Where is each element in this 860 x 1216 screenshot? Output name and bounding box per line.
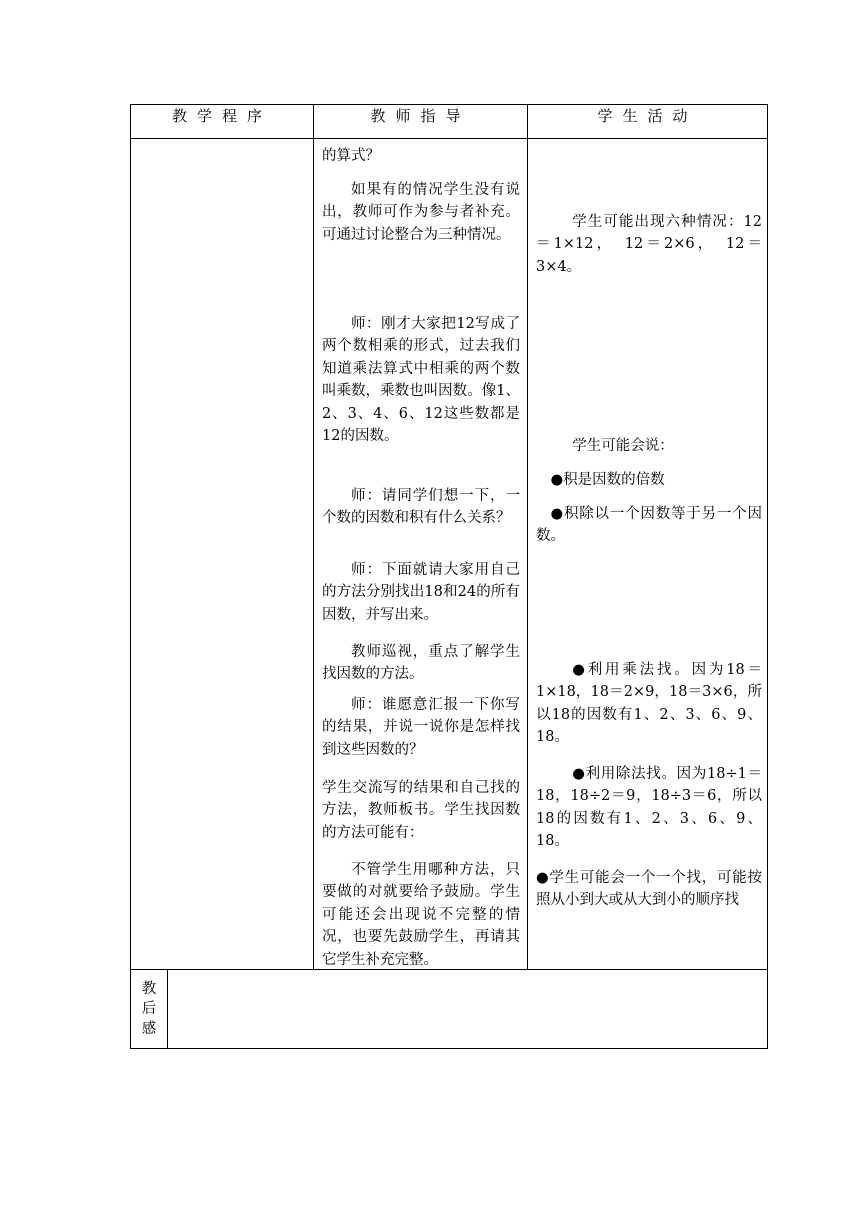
reflection-row (131, 970, 768, 1049)
header-row (131, 105, 768, 139)
teacher-paragraph-9: 不管学生用哪种方法，只要做的对就要给予鼓励。学生可能还会出现说不完整的情况，也要先鼓励学生，再请其它学生补充完整。 (322, 862, 520, 968)
procedure-cell (131, 139, 314, 970)
procedure-column (131, 139, 313, 969)
reflection-label: 教后感 (141, 981, 157, 1037)
reflection-label-cell (131, 970, 168, 1049)
student-paragraph-1: 学生可能出现六种情况：12＝1×12， 12＝2×6， 12＝3×4。 (536, 214, 762, 275)
header-student-activity: 学生活动 (528, 105, 768, 139)
teacher-paragraph-3: 师：刚才大家把12写成了两个数相乘的形式，过去我们知道乘法算式中相乘的两个数叫乘数，乘数也叫因数。像1、2、3、4、6、12这些数都是12的因数。 (322, 316, 520, 445)
reflection-table (130, 970, 768, 1049)
student-cell (528, 139, 768, 970)
lesson-plan-page (130, 104, 767, 1048)
teacher-paragraph-8: 学生交流写的结果和自己找的方法，教师板书。学生找因数的方法可能有： (322, 780, 520, 841)
teacher-paragraph-1: 的算式？ (322, 148, 380, 164)
student-paragraph-4: ●积除以一个因数等于另一个因数。 (536, 506, 762, 545)
student-paragraph-5: ●利用乘法找。因为18＝1×18，18＝2×9，18＝3×6，所以18的因数有1、2、3、6、9、18。 (536, 662, 762, 746)
teacher-cell (314, 139, 528, 970)
teacher-paragraph-6: 教师巡视，重点了解学生找因数的方法。 (322, 644, 520, 683)
teacher-paragraph-7: 师：谁愿意汇报一下你写的结果，并说一说你是怎样找到这些因数的？ (322, 697, 520, 758)
teacher-paragraph-5: 师：下面就请大家用自己的方法分别找出18和24的所有因数，并写出来。 (322, 562, 520, 623)
header-teacher-guidance: 教师指导 (314, 105, 528, 139)
content-row (131, 139, 768, 970)
student-paragraph-3: ●积是因数的倍数 (550, 472, 665, 488)
student-paragraph-6: ●利用除法找。因为18÷1＝18，18÷2＝9，18÷3＝6，所以18的因数有1、2、3、6、9、18。 (536, 766, 762, 850)
reflection-content-cell (168, 970, 768, 1049)
header-teaching-procedure: 教学程序 (131, 105, 314, 139)
teacher-paragraph-2: 如果有的情况学生没有说出，教师可作为参与者补充。可通过讨论整合为三种情况。 (322, 182, 520, 243)
student-paragraph-7: ●学生可能会一个一个找，可能按照从小到大或从大到小的顺序找 (536, 870, 762, 909)
teacher-paragraph-4: 师：请同学们想一下，一个数的因数和积有什么关系？ (322, 488, 520, 527)
lesson-plan-table (130, 104, 768, 970)
student-paragraph-2: 学生可能会说： (572, 438, 674, 454)
student-column (528, 139, 767, 969)
teacher-column (314, 139, 527, 969)
